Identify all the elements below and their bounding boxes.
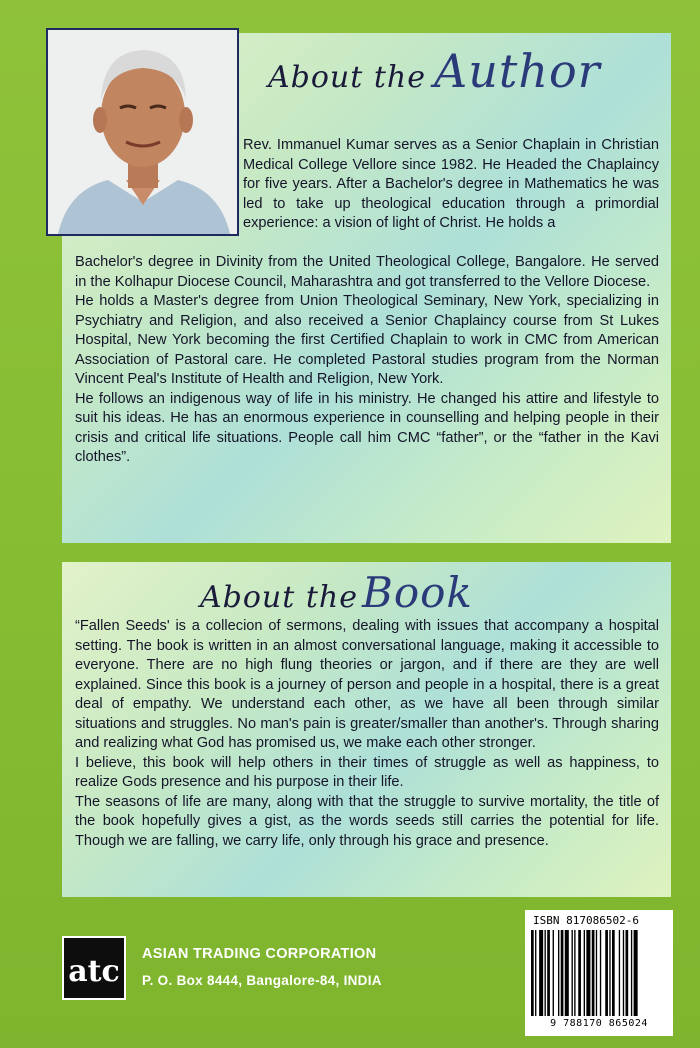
author-paragraph-1-cont: Bachelor's degree in Divinity from the United Theological College, Bangalore. He served in the Kolhapur Diocese Council, Maharashtra and got transferred to the Vellore Diocese.: [75, 254, 659, 290]
author-intro-text: [243, 136, 659, 234]
publisher-logo: [62, 936, 126, 1000]
author-body-text: [75, 253, 659, 468]
heading-script-word: Book: [361, 568, 473, 617]
barcode-digits: 9 788170 865024: [550, 1018, 648, 1029]
barcode-bars: [531, 930, 667, 1016]
publisher-address: P. O. Box 8444, Bangalore-84, INDIA: [142, 973, 382, 988]
author-paragraph-2: He holds a Master's degree from Union Theological Seminary, New York, specializing in Psychiatry and Religion, and also received a Senior Chaplaincy course from St Lukes Hospital, New York becoming the first Certified Chaplain to work in CMC from American Association of Pastoral care. He completed Pastoral studies program from the Norman Vincent Peal's Institute of Health and Religion, New York.: [75, 293, 659, 387]
heading-prefix: About the: [200, 580, 358, 615]
author-paragraph-1: Rev. Immanuel Kumar serves as a Senior Chaplain in Christian Medical College Vellore since 1982. He Headed the Chaplaincy for five years. After a Bachelor's degree in Mathematics he was led to take up theological education through a primordial experience: a vision of light of Christ. He holds a: [243, 137, 659, 231]
isbn-label: ISBN 817086502-6: [533, 914, 639, 927]
book-paragraph-2: I believe, this book will help others in their times of struggle as well as happiness, to realize Gods presence and his purpose in their life.: [75, 754, 659, 790]
heading-prefix: About the: [268, 60, 426, 95]
author-paragraph-3: He follows an indigenous way of life in his ministry. He changed his attire and lifestyle to suit his ideas. He has an enormous experience in counselling and helping people in their crisis and critical life situations. People call him CMC “father”, or the “father in the Kavi clothes”.: [75, 390, 659, 465]
publisher-name: ASIAN TRADING CORPORATION: [142, 946, 377, 962]
book-body-text: [75, 617, 659, 851]
publisher-logo-text: atc: [68, 954, 120, 989]
about-book-heading: [200, 568, 473, 617]
book-paragraph-3: The seasons of life are many, along with that the struggle to survive mortality, the title of the book hopefully gives a gist, as the words seeds still carries the potential for life. Though we are falling, we carry life, only through his grace and presence.: [75, 793, 659, 849]
about-author-heading: [268, 44, 601, 98]
isbn-barcode: [525, 910, 673, 1036]
author-photo: [46, 28, 239, 236]
book-paragraph-1: “Fallen Seeds' is a collecion of sermons, dealing with issues that accompany a hospital setting. The book is written in an almost conversational language, making it accessible to everyone. There are no high flung theories or jargon, and if there are they are well explained. Since this book is a journey of person and people in a hospital, there is a great deal of empathy. We understand each other, as we have all been through similar situations and struggles. No man's pain is greater/smaller than another's. Through sharing and realizing what God has promised us, we make each other stronger.: [75, 618, 659, 751]
heading-script-word: Author: [433, 44, 601, 98]
